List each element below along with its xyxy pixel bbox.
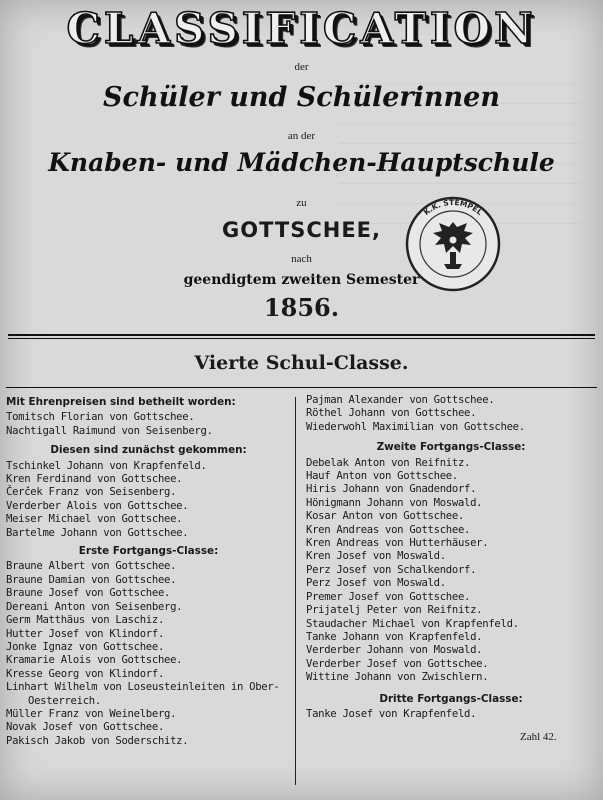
imperial-eagle-stamp-icon bbox=[402, 194, 504, 294]
section-heading: Erste Fortgangs-Classe: bbox=[78, 545, 219, 558]
list-item: Kresse Georg von Klindorf. bbox=[6, 667, 165, 680]
list-item: Prijatelj Peter von Reifnitz. bbox=[306, 604, 483, 617]
list-item: Debelak Anton von Reifnitz. bbox=[306, 456, 471, 469]
list-item: Perz Josef von Moswald. bbox=[306, 577, 446, 590]
class-heading: Vierte Schul-Classe. bbox=[194, 352, 409, 374]
year: 1856. bbox=[263, 293, 340, 322]
list-item: Staudacher Michael von Krapfenfeld. bbox=[306, 617, 519, 630]
list-item: Braune Josef von Gottschee. bbox=[6, 587, 171, 600]
page-number: Zahl 42. bbox=[520, 731, 557, 743]
list-item: Hutter Josef von Klindorf. bbox=[6, 627, 165, 640]
section-heading: Mit Ehrenpreisen sind betheilt worden: bbox=[6, 396, 236, 408]
list-item: Kren Josef von Moswald. bbox=[306, 550, 446, 563]
der-label: der bbox=[294, 61, 309, 73]
header-rule-bottom bbox=[8, 338, 595, 339]
section-heading: Dritte Fortgangs-Classe: bbox=[379, 692, 523, 705]
list-item: Braune Albert von Gottschee. bbox=[6, 560, 177, 573]
document-title: CLASSIFICATION bbox=[66, 4, 537, 53]
list-item: Kren Ferdinand von Gottschee. bbox=[6, 473, 183, 486]
list-item: Verderber Johann von Moswald. bbox=[306, 644, 483, 657]
section-heading: Diesen sind zunächst gekommen: bbox=[50, 444, 247, 457]
list-item: Braune Damian von Gottschee. bbox=[6, 573, 177, 586]
svg-text:K.K. STEMPEL: K.K. STEMPEL bbox=[421, 197, 485, 217]
list-item: Wittine Johann von Zwischlern. bbox=[306, 671, 489, 684]
list-item: Röthel Johann von Gottschee. bbox=[306, 407, 477, 420]
list-item: Dereani Anton von Seisenberg. bbox=[6, 600, 183, 613]
list-item: Germ Matthäus von Laschiz. bbox=[6, 614, 165, 627]
nach-label: nach bbox=[291, 253, 312, 265]
list-item: Tanke Josef von Krapfenfeld. bbox=[306, 707, 477, 720]
list-item: Wiederwohl Maximilian von Gottschee. bbox=[306, 420, 525, 433]
list-item: Kren Andreas von Gottschee. bbox=[306, 523, 471, 536]
section-rule bbox=[6, 387, 597, 388]
header-rule-top bbox=[8, 334, 595, 336]
list-item: Perz Josef von Schalkendorf. bbox=[306, 563, 477, 576]
list-item: Verderber Alois von Gottschee. bbox=[6, 499, 189, 512]
list-item: Čerček Franz von Seisenberg. bbox=[6, 486, 177, 499]
list-item: Tschinkel Johann von Krapfenfeld. bbox=[6, 459, 207, 472]
list-item: Müller Franz von Weinelberg. bbox=[6, 707, 177, 720]
list-item: Kosar Anton von Gottschee. bbox=[306, 510, 465, 523]
an-der-label: an der bbox=[287, 130, 316, 142]
list-item: Linhart Wilhelm von Loseusteinleiten in Ober- bbox=[6, 681, 280, 694]
list-item: Bartelme Johann von Gottschee. bbox=[6, 526, 189, 539]
right-column bbox=[306, 394, 596, 721]
list-item: Kren Andreas von Hutterhäuser. bbox=[306, 537, 489, 550]
left-column bbox=[6, 393, 291, 748]
list-item: Novak Josef von Gottschee. bbox=[6, 721, 165, 734]
list-item: Premer Josef von Gottschee. bbox=[306, 590, 471, 603]
subtitle-students: Schüler und Schülerinnen bbox=[103, 82, 500, 113]
column-divider bbox=[295, 397, 296, 785]
list-item: Hiris Johann von Gnadendorf. bbox=[306, 483, 477, 496]
list-item: Meiser Michael von Gottschee. bbox=[6, 513, 183, 526]
list-item: Kramarie Alois von Gottschee. bbox=[6, 654, 183, 667]
list-item: Hönigmann Johann von Moswald. bbox=[306, 496, 483, 509]
list-item: Tomitsch Florian von Gottschee. bbox=[6, 411, 195, 424]
list-item: Jonke Ignaz von Gottschee. bbox=[6, 640, 165, 653]
list-item: Pakisch Jakob von Soderschitz. bbox=[6, 734, 189, 747]
list-item: Pajman Alexander von Gottschee. bbox=[306, 394, 495, 406]
list-item-continuation: Oesterreich. bbox=[28, 694, 101, 707]
zu-label: zu bbox=[296, 197, 307, 209]
section-heading: Zweite Fortgangs-Classe: bbox=[376, 441, 526, 454]
semester-label: geendigtem zweiten Semester bbox=[183, 272, 420, 288]
list-item: Hauf Anton von Gottschee. bbox=[306, 470, 458, 483]
list-item: Verderber Josef von Gottschee. bbox=[306, 657, 489, 670]
list-item: Nachtigall Raimund von Seisenberg. bbox=[6, 424, 213, 437]
subtitle-school: Knaben- und Mädchen-Hauptschule bbox=[48, 148, 555, 177]
list-item: Tanke Johann von Krapfenfeld. bbox=[306, 630, 483, 643]
place-name: GOTTSCHEE, bbox=[222, 218, 381, 242]
